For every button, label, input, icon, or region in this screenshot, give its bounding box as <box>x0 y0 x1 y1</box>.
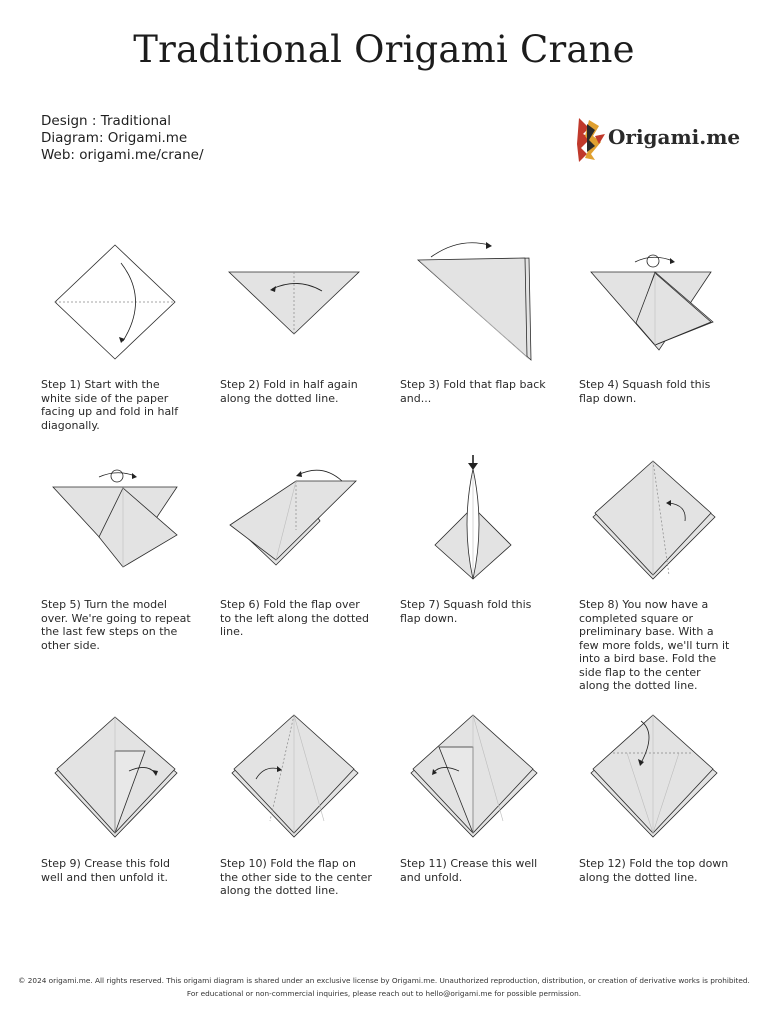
step-10-diagram <box>224 707 364 847</box>
step-11-caption: Step 11) Crease this well and unfold. <box>400 857 538 884</box>
step-6-caption: Step 6) Fold the flap over to the left along the dotted line. <box>220 598 370 638</box>
step-5-caption: Step 5) Turn the model over. We're going to repeat the last few steps on the other side. <box>41 598 191 652</box>
web-credit: Web: origami.me/crane/ <box>41 147 204 163</box>
step-12-caption: Step 12) Fold the top down along the dotted line. <box>579 857 729 884</box>
copyright-notice: © 2024 origami.me. All rights reserved. This origami diagram is shared under an exclusive license by Origami.me. Unauthorized reproduction, distribution, or creation of derivative works is prohibited. <box>18 976 750 985</box>
step-3-caption: Step 3) Fold that flap back and... <box>400 378 546 405</box>
logo-text: Origami.me <box>608 125 741 149</box>
step-1-caption: Step 1) Start with the white side of the paper facing up and fold in half diagonally. <box>41 378 179 432</box>
permission-notice: For educational or non-commercial inquiries, please reach out to hello@origami.me for possible permission. <box>186 989 582 998</box>
step-3-diagram <box>403 235 543 375</box>
step-1-diagram <box>45 235 185 375</box>
step-8-caption: Step 8) You now have a completed square or preliminary base. With a few more folds, we'll turn it into a bird base. Fold the side flap to the center along the dotted line. <box>579 598 730 692</box>
step-4-diagram <box>583 235 723 375</box>
design-credit: Design : Traditional <box>41 113 172 129</box>
crane-logo-icon <box>573 114 607 166</box>
origami-me-logo <box>573 114 741 166</box>
step-2-caption: Step 2) Fold in half again along the dotted line. <box>220 378 358 405</box>
step-11-diagram <box>403 707 543 847</box>
diagram-credit: Diagram: Origami.me <box>41 130 188 146</box>
copyright-footer <box>0 974 768 1000</box>
step-12-diagram <box>583 707 723 847</box>
step-6-diagram <box>224 455 364 595</box>
page-title: Traditional Origami Crane <box>133 28 635 71</box>
step-2-diagram <box>224 235 364 375</box>
step-5-diagram <box>45 455 185 595</box>
step-7-caption: Step 7) Squash fold this flap down. <box>400 598 532 625</box>
diagram-info <box>41 113 204 164</box>
step-8-diagram <box>583 455 723 595</box>
step-9-caption: Step 9) Crease this fold well and then unfold it. <box>41 857 171 884</box>
step-9-diagram <box>45 707 185 847</box>
step-4-caption: Step 4) Squash fold this flap down. <box>579 378 711 405</box>
step-10-caption: Step 10) Fold the flap on the other side to the center along the dotted line. <box>220 857 372 897</box>
step-7-diagram <box>403 455 543 595</box>
